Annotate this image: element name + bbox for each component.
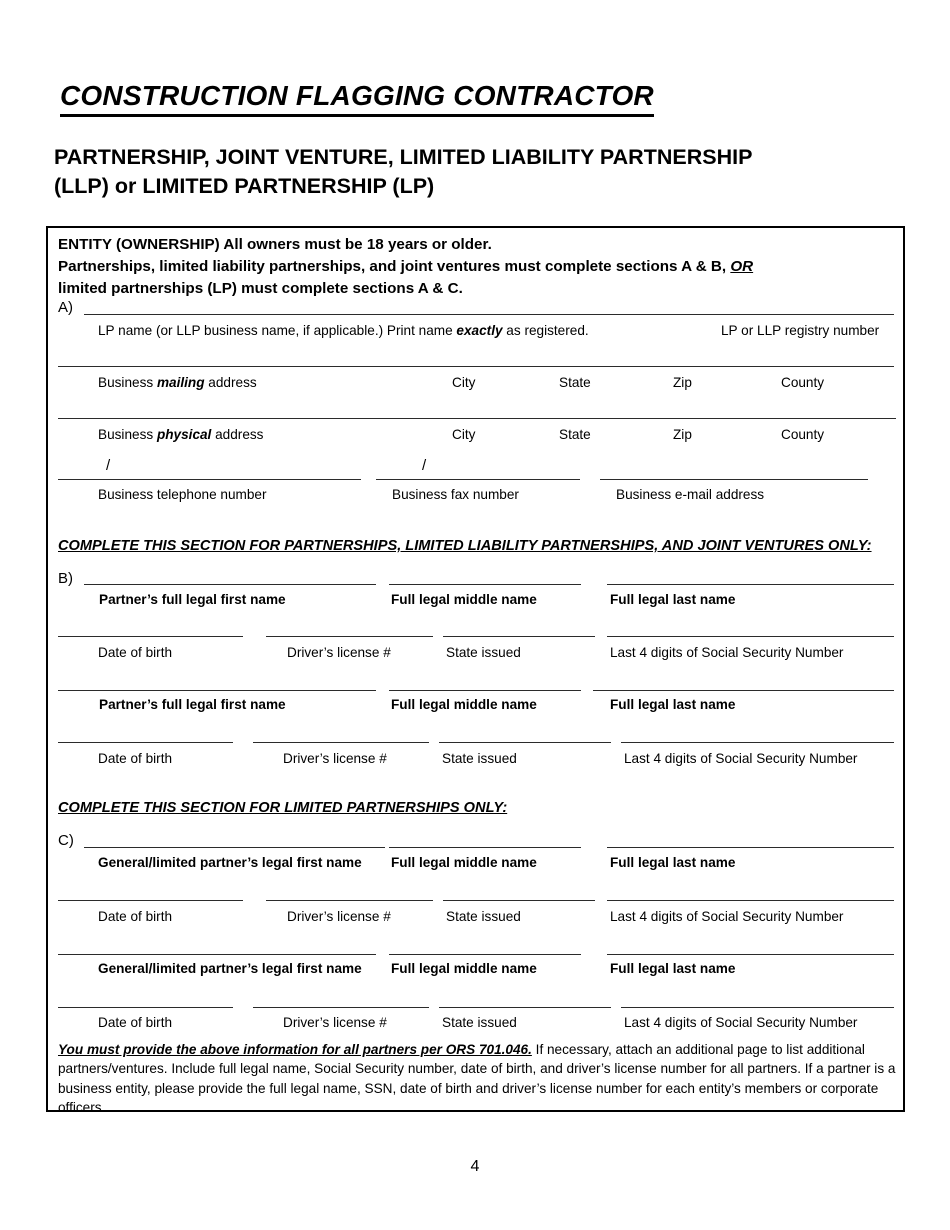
- lp-partner2-ssn-caption: Last 4 digits of Social Security Number: [624, 1015, 858, 1030]
- mailing-address-caption: [98, 376, 257, 390]
- mailing-county-caption: County: [781, 375, 825, 390]
- lp-partner2-license-input-line[interactable]: [253, 1007, 429, 1008]
- partner1-license-caption: Driver’s license #: [287, 645, 391, 660]
- footer-note: [58, 1040, 896, 1118]
- entity-line-3-period: .: [458, 280, 463, 298]
- physical-label-pre: Business: [98, 427, 157, 442]
- entity-line-1: ENTITY (OWNERSHIP) All owners must be 18 years or older.: [58, 236, 492, 253]
- partner2-state-issued-input-line[interactable]: [439, 742, 611, 743]
- physical-city-caption: City: [452, 427, 476, 442]
- lp-partner1-dob-caption: Date of birth: [98, 909, 173, 924]
- partner1-state-issued-caption: State issued: [446, 645, 521, 660]
- entity-line-3: [58, 278, 893, 300]
- partner2-last-name-caption: Full legal last name: [610, 697, 736, 712]
- physical-label-emphasis: physical: [156, 427, 212, 442]
- partner1-first-name-caption: Partner’s full legal first name: [99, 592, 286, 607]
- business-email-input-line[interactable]: [600, 479, 868, 480]
- name-caption-emphasis: exactly: [456, 323, 503, 338]
- partner2-dob-caption: Date of birth: [98, 751, 173, 766]
- lp-partner1-last-name-input-line[interactable]: [607, 847, 894, 848]
- lp-partner1-ssn-caption: Last 4 digits of Social Security Number: [610, 909, 844, 924]
- partner2-middle-name-input-line[interactable]: [389, 690, 581, 691]
- page-title: CONSTRUCTION FLAGGING CONTRACTOR: [60, 80, 654, 117]
- lp-partner2-last-name-input-line[interactable]: [607, 954, 894, 955]
- lp-partner1-middle-name-input-line[interactable]: [389, 847, 581, 848]
- page-number: 4: [470, 1158, 480, 1175]
- partner1-ssn-input-line[interactable]: [607, 636, 894, 637]
- lp-partner1-state-issued-caption: State issued: [446, 909, 521, 924]
- partner2-license-caption: Driver’s license #: [283, 751, 387, 766]
- partner2-first-name-caption: Partner’s full legal first name: [99, 697, 286, 712]
- section-b-heading: COMPLETE THIS SECTION FOR PARTNERSHIPS, LIMITED LIABILITY PARTNERSHIPS, AND JOINT VENTURES ONLY:: [58, 538, 872, 554]
- partner1-state-issued-input-line[interactable]: [443, 636, 595, 637]
- partner2-first-name-input-line[interactable]: [58, 690, 376, 691]
- lp-partner1-last-name-caption: Full legal last name: [610, 855, 736, 870]
- name-caption-post: as registered.: [502, 323, 589, 338]
- footer-note-body: If necessary, attach an additional page to list additional partners/ventures. Include full legal name, Social Security number, date of birth, and driver’s license number for all partners. If a partner is a business entity, please provide the full legal name, SSN, date of birth and driver’s license number for each entity’s members or corporate officers.: [58, 1042, 896, 1116]
- partner2-ssn-caption: Last 4 digits of Social Security Number: [624, 751, 858, 766]
- section-a-registry-caption: LP or LLP registry number: [721, 323, 880, 338]
- lp-partner1-dob-input-line[interactable]: [58, 900, 243, 901]
- lp-partner2-state-issued-input-line[interactable]: [439, 1007, 611, 1008]
- section-a-name-input-line[interactable]: [84, 314, 894, 315]
- entity-or-emphasis: OR: [730, 258, 754, 276]
- partner1-dob-caption: Date of birth: [98, 645, 173, 660]
- lp-partner2-first-name-input-line[interactable]: [58, 954, 376, 955]
- physical-zip-caption: Zip: [673, 427, 692, 442]
- business-email-caption: Business e-mail address: [616, 487, 765, 502]
- physical-county-caption: County: [781, 427, 825, 442]
- entity-line-3-text: limited partnerships (LP) must complete sections A & C: [58, 280, 459, 298]
- physical-address-input-line[interactable]: [58, 418, 896, 419]
- section-c-heading: COMPLETE THIS SECTION FOR LIMITED PARTNERSHIPS ONLY:: [58, 800, 508, 816]
- lp-partner2-ssn-input-line[interactable]: [621, 1007, 894, 1008]
- section-a-marker: A): [58, 299, 73, 316]
- partner1-dob-input-line[interactable]: [58, 636, 243, 637]
- form-border-box: [46, 226, 905, 1116]
- lp-partner2-last-name-caption: Full legal last name: [610, 961, 736, 976]
- entity-instructions: [58, 234, 893, 300]
- page-subtitle: [54, 143, 894, 200]
- phone-slash-separator: /: [106, 457, 111, 474]
- partner1-license-input-line[interactable]: [266, 636, 433, 637]
- mailing-label-pre: Business: [98, 375, 157, 390]
- mailing-address-input-line[interactable]: [58, 366, 894, 367]
- lp-partner2-dob-caption: Date of birth: [98, 1015, 173, 1030]
- partner2-last-name-input-line[interactable]: [593, 690, 894, 691]
- lp-partner2-dob-input-line[interactable]: [58, 1007, 233, 1008]
- lp-partner2-middle-name-input-line[interactable]: [389, 954, 581, 955]
- lp-partner2-state-issued-caption: State issued: [442, 1015, 517, 1030]
- name-caption-pre: LP name (or LLP business name, if applicable.) Print name: [98, 323, 457, 338]
- footer-note-lead: You must provide the above information for all partners per ORS 701.046.: [58, 1042, 532, 1057]
- mailing-label-post: address: [204, 375, 257, 390]
- partner2-dob-input-line[interactable]: [58, 742, 233, 743]
- physical-label-post: address: [211, 427, 264, 442]
- lp-partner1-middle-name-caption: Full legal middle name: [391, 855, 537, 870]
- partner1-last-name-input-line[interactable]: [607, 584, 894, 585]
- business-phone-caption: Business telephone number: [98, 487, 267, 502]
- subtitle-line-1: PARTNERSHIP, JOINT VENTURE, LIMITED LIABILITY PARTNERSHIP: [54, 145, 753, 169]
- business-fax-input-line[interactable]: [376, 479, 580, 480]
- section-a-name-caption: [98, 324, 589, 338]
- lp-partner1-state-issued-input-line[interactable]: [443, 900, 595, 901]
- physical-address-caption: [98, 428, 263, 442]
- business-phone-input-line[interactable]: [58, 479, 361, 480]
- mailing-label-emphasis: mailing: [156, 375, 205, 390]
- partner2-license-input-line[interactable]: [253, 742, 429, 743]
- lp-partner2-first-name-caption: General/limited partner’s legal first name: [98, 961, 362, 976]
- mailing-state-caption: State: [559, 375, 591, 390]
- partner1-middle-name-input-line[interactable]: [389, 584, 581, 585]
- partner1-ssn-caption: Last 4 digits of Social Security Number: [610, 645, 844, 660]
- lp-partner1-first-name-input-line[interactable]: [84, 847, 385, 848]
- partner1-first-name-input-line[interactable]: [84, 584, 376, 585]
- lp-partner2-middle-name-caption: Full legal middle name: [391, 961, 537, 976]
- fax-slash-separator: /: [422, 457, 427, 474]
- lp-partner1-license-caption: Driver’s license #: [287, 909, 391, 924]
- subtitle-line-2: (LLP) or LIMITED PARTNERSHIP (LP): [54, 173, 435, 198]
- section-b-marker: B): [58, 570, 73, 587]
- physical-state-caption: State: [559, 427, 591, 442]
- partner2-state-issued-caption: State issued: [442, 751, 517, 766]
- lp-partner1-first-name-caption: General/limited partner’s legal first name: [98, 855, 362, 870]
- lp-partner1-license-input-line[interactable]: [266, 900, 433, 901]
- partner2-ssn-input-line[interactable]: [621, 742, 894, 743]
- partner2-middle-name-caption: Full legal middle name: [391, 697, 537, 712]
- entity-line-2: [58, 256, 893, 278]
- partner1-middle-name-caption: Full legal middle name: [391, 592, 537, 607]
- section-c-marker: C): [58, 832, 74, 849]
- mailing-zip-caption: Zip: [673, 375, 692, 390]
- lp-partner1-ssn-input-line[interactable]: [607, 900, 894, 901]
- mailing-city-caption: City: [452, 375, 476, 390]
- lp-partner2-license-caption: Driver’s license #: [283, 1015, 387, 1030]
- business-fax-caption: Business fax number: [392, 487, 519, 502]
- entity-line-2-text: Partnerships, limited liability partnerships, and joint ventures must complete sections A & B,: [58, 258, 731, 276]
- partner1-last-name-caption: Full legal last name: [610, 592, 736, 607]
